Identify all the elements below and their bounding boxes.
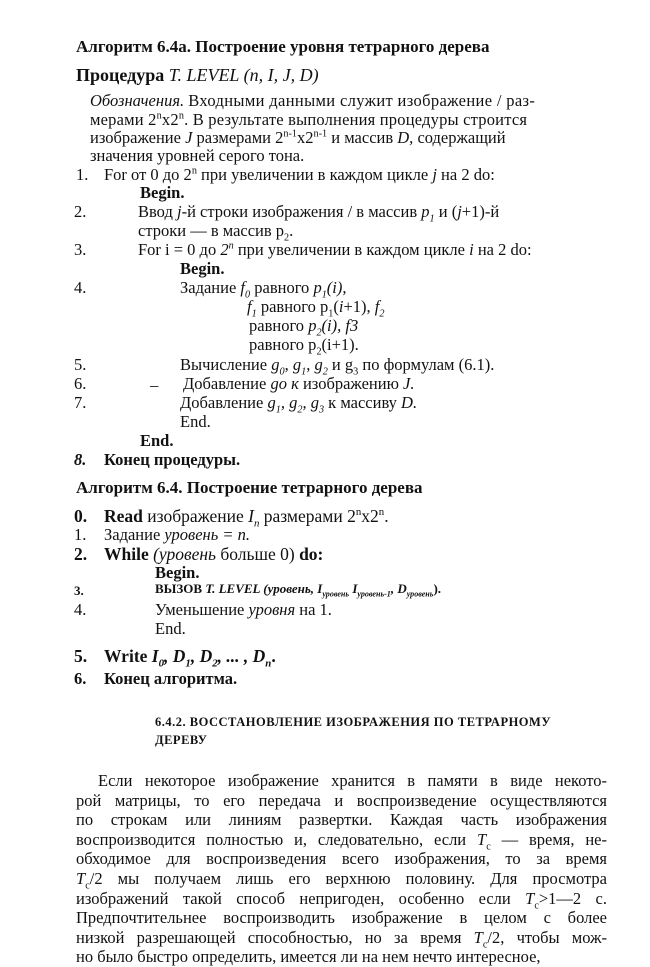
alg-step-2: While (уровень больше 0) do: [104,544,324,564]
step-number: 2. [74,202,87,221]
body-line: $T_c/2$ мы получаем лишь его верхнюю половину. Для просмотра [76,868,607,892]
body-line: низкой разрешающей способностью, но за время $T_c/2$, чтобы мож- [76,927,607,951]
step-number: 7. [74,393,87,412]
body-line: обходимое для воспроизведения всего изображения, то за время [76,849,607,869]
procedure-word: Процедура [76,65,165,85]
notation-text: Входными данными служит изображение / раз- [188,91,536,110]
step-4-cont-3: равного $p_2(i+1)$. [249,335,359,358]
end-inner: End. [180,412,211,431]
alg-step-4: Уменьшение уровня на 1. [155,600,332,619]
step-number: 6. [74,374,87,393]
alg-end: End. [155,619,186,638]
alg-step-6: Конец алгоритма. [104,669,238,688]
step-4-cont-1: $f_1$ равного $p_1(i+1)$, $f_2$ [247,297,385,320]
step-6: Добавление go к изображению J. [183,374,415,393]
notation-line-4: значения уровней серого тона. [90,146,305,165]
body-line: воспроизводится полностью и, следовательно, если $T_c$ — время, не- [76,829,607,853]
step-number: 3. [74,240,87,259]
body-line: Предпочтительнее воспроизводить изображение в целом с более [76,908,607,928]
step-4: Задание $f_0$ равного $p_1(i)$, [180,278,347,301]
section-heading-line-2: ДЕРЕВУ [155,733,208,747]
notation-line-2: мерами 2$^n$x2$^n$. В результате выполнения процедуры строится [90,110,528,129]
step-number: 5. [74,646,88,666]
notation-line-1 [90,92,535,110]
body-line: изображений такой способ непригоден, особенно если $T_c>1—2$ с. [76,888,607,911]
alg-step-1: Задание уровень = n. [104,525,250,544]
step-number: 1. [76,165,89,184]
alg-step-3: ВЫЗОВ T. LEVEL (уровень, $I_{уровень}$ $I_{уровень-1}$, $D_{уровень}$). [155,581,442,599]
step-8: Конец процедуры. [104,450,241,469]
step-number: 1. [74,525,87,544]
begin-2: Begin. [180,259,225,278]
step-4-cont-2: равного $p_2(i)$, f3 [249,316,359,339]
dash-mark: _ [150,370,159,389]
step-2: Ввод j-й строки изображения / в массив $p_1$ и (j+1)-й [138,202,500,225]
alg-begin: Begin. [155,563,200,582]
end-outer: End. [140,431,174,450]
step-number: 3. [74,583,84,598]
alg-step-0: Read изображение $I_n$ размерами 2$^n$x2$^n$. [104,506,389,530]
algorithm-6-4a-title: Алгоритм 6.4а. Построение уровня тетрарного дерева [76,37,490,56]
begin-1: Begin. [140,183,185,202]
step-2-cont: строки — в массив $p_2$. [138,221,294,244]
alg-step-5: Write $I_0$, $D_1$, $D_2$, ... , $D_n$. [104,646,276,670]
procedure-header [76,66,319,86]
step-number: 4. [74,278,87,297]
notation-line-3: изображение J размерами 2$^{n-1}$x2$^{n-1}$ и массив D, содержащий [90,128,506,147]
step-number: 0. [74,506,88,526]
step-7: Добавление $g_1$, $g_2$, $g_3$ к массиву D. [180,393,418,416]
algorithm-6-4-title: Алгоритм 6.4. Построение тетрарного дерева [76,478,423,497]
notation-word: Обозначения. [90,91,185,110]
step-number: 4. [74,600,87,619]
body-line: по строкам или линиям развертки. Каждая часть изображения [76,810,607,830]
step-number: 5. [74,355,87,374]
body-line: рой матрицы, то его передача и воспроизведение осуществляются [76,790,607,810]
procedure-name: T. LEVEL (n, I, J, D) [168,65,319,85]
body-line: Если некоторое изображение хранится в памяти в виде некото- [98,771,607,790]
body-paragraph [76,771,607,967]
step-3: For i = 0 до 2$^n$ при увеличении в каждом цикле i на 2 do: [138,240,532,259]
step-number: 6. [74,669,87,688]
step-5: Вычисление $g_0$, $g_1$, $g_2$ и $g_3$ по формулам (6.1). [180,355,495,378]
section-heading-line-1: 6.4.2. ВОССТАНОВЛЕНИЕ ИЗОБРАЖЕНИЯ ПО ТЕТРАРНОМУ [155,715,551,729]
body-line: но было быстро определить, имеется ли на нем нечто интересное, [76,947,541,967]
step-1: For от 0 до 2$^n$ при увеличении в каждом цикле j на 2 do: [104,165,495,184]
step-number: 8. [74,450,87,469]
step-number: 2. [74,544,88,564]
